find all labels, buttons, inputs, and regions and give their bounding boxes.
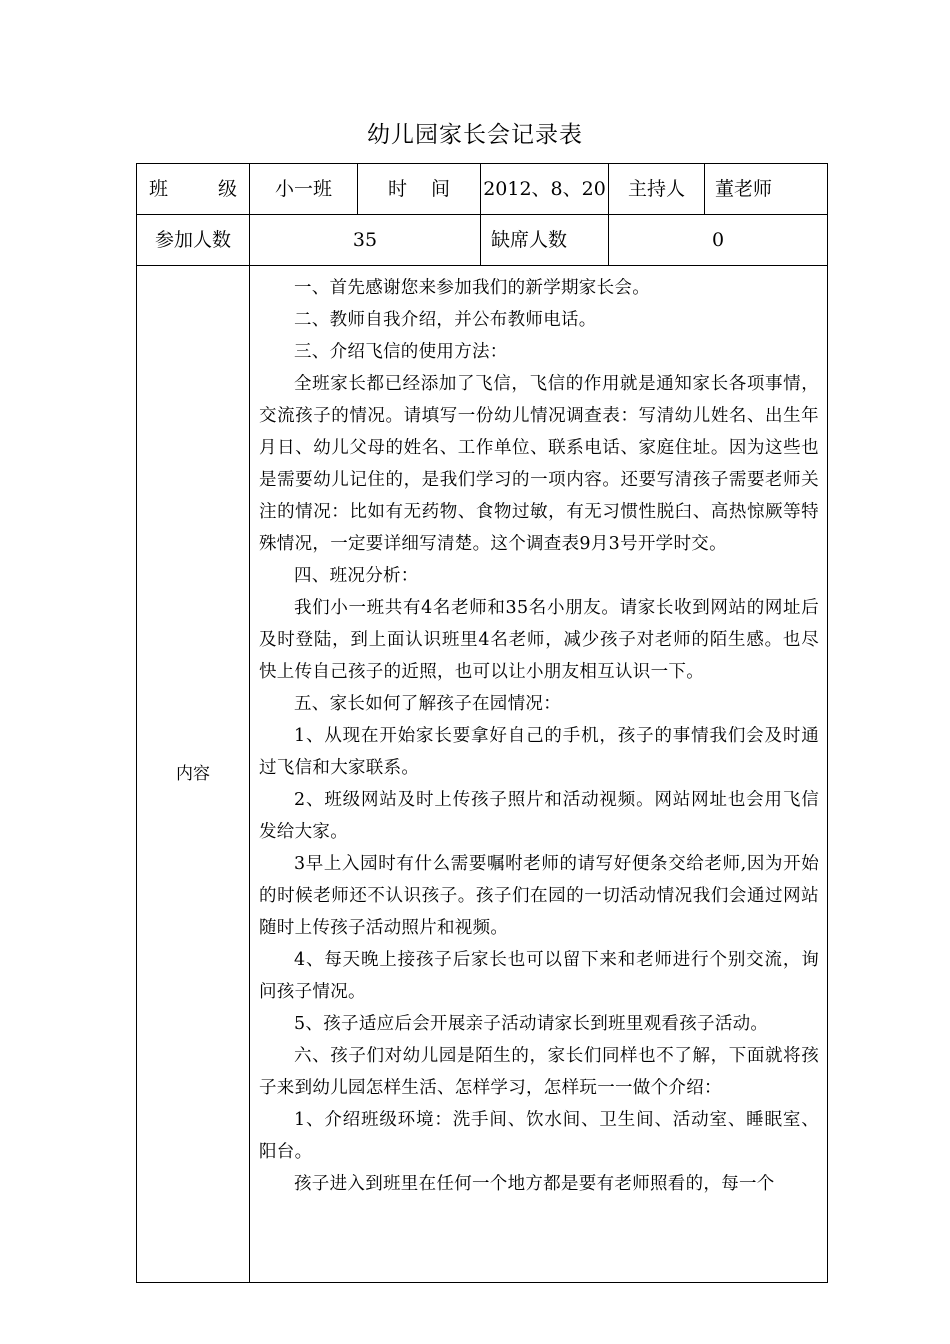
time-label-cell [358,164,481,215]
absent-label: 缺席人数 [481,215,609,266]
class-label-char-1: 班 [149,177,169,200]
content-paragraph: 四、班况分析： [294,566,419,586]
content-paragraph: 4、每天晚上接孩子后家长也可以留下来和老师进行个别交流，询问孩子情况。 [259,950,819,1002]
content-paragraph: 三、介绍飞信的使用方法： [294,342,508,362]
class-label-char-2: 级 [217,177,237,200]
content-label: 内容 [137,266,250,1283]
content-paragraph: 六、孩子们对幼儿园是陌生的，家长们同样也不了解，下面就将孩子来到幼儿园怎样生活、怎样学习，怎样玩一一做个介绍： [259,1046,819,1098]
time-value: 2012、8、20 [481,164,609,215]
table-row [137,215,828,266]
content-paragraph: 二、教师自我介绍，并公布教师电话。 [294,310,597,330]
record-table [136,163,828,1283]
content-paragraph: 2、班级网站及时上传孩子照片和活动视频。网站网址也会用飞信发给大家。 [259,790,819,842]
content-paragraph: 我们小一班共有4名老师和35名小朋友。请家长收到网站的网址后及时登陆，到上面认识班里4名老师，减少孩子对老师的陌生感。也尽快上传自己孩子的近照，也可以让小朋友相互认识一下。 [259,598,819,682]
content-cell [250,266,828,1283]
content-paragraph: 全班家长都已经添加了飞信，飞信的作用就是通知家长各项事情，交流孩子的情况。请填写一份幼儿情况调查表：写清幼儿姓名、出生年月日、幼儿父母的姓名、工作单位、联系电话、家庭住址。因为这些也是需要幼儿记住的，是我们学习的一项内容。还要写清孩子需要老师关注的情况：比如有无药物、食物过敏，有无习惯性脱臼、高热惊厥等特殊情况，一定要详细写清楚。这个调查表9月3号开学时交。 [259,374,819,554]
page-title: 幼儿园家长会记录表 [367,122,583,148]
content-paragraph: 孩子进入到班里在任何一个地方都是要有老师照看的，每一个 [294,1174,775,1194]
time-label-char-1: 时 [388,177,408,200]
content-body [259,272,819,1282]
absent-value: 0 [609,215,828,266]
host-value: 董老师 [705,164,828,215]
attend-label: 参加人数 [137,215,250,266]
content-paragraph: 五、家长如何了解孩子在园情况： [294,694,561,714]
table-row [137,266,828,1283]
content-paragraph: 5、孩子适应后会开展亲子活动请家长到班里观看孩子活动。 [294,1014,769,1034]
class-label-cell [137,164,250,215]
table-row [137,164,828,215]
time-label-char-2: 间 [430,177,450,200]
attend-value: 35 [250,215,481,266]
class-value: 小一班 [250,164,358,215]
content-paragraph: 1、从现在开始家长要拿好自己的手机，孩子的事情我们会及时通过飞信和大家联系。 [259,726,819,778]
content-paragraph: 1、介绍班级环境：洗手间、饮水间、卫生间、活动室、睡眠室、阳台。 [259,1110,819,1162]
content-paragraph: 3早上入园时有什么需要嘱咐老师的请写好便条交给老师,因为开始的时候老师还不认识孩子。孩子们在园的一切活动情况我们会通过网站随时上传孩子活动照片和视频。 [259,854,819,938]
host-label: 主持人 [609,164,705,215]
content-paragraph: 一、首先感谢您来参加我们的新学期家长会。 [294,278,650,298]
